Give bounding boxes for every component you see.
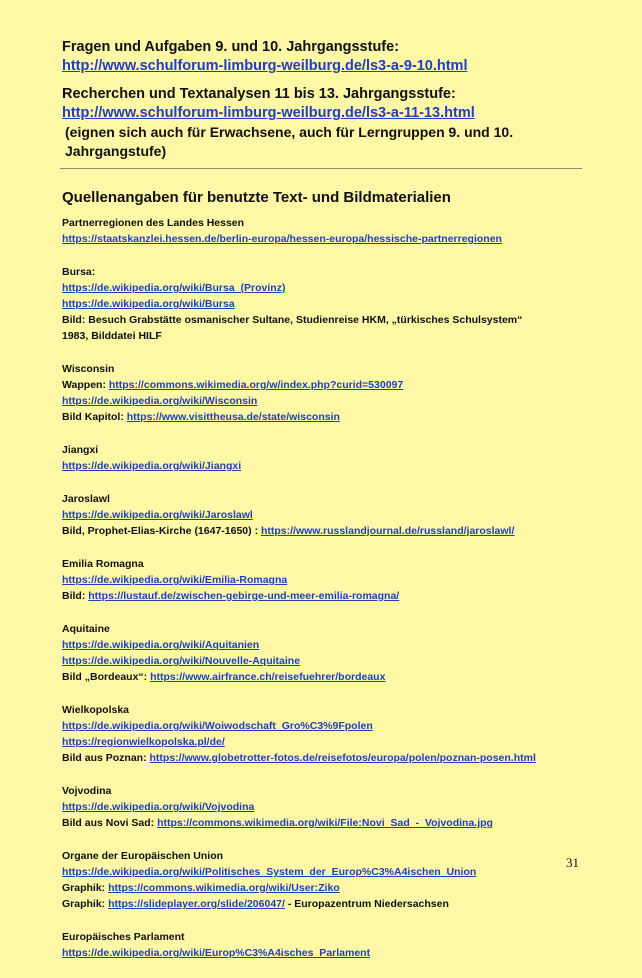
graphik-line: [62, 896, 602, 912]
bild-label: Bild Kapitol:: [62, 411, 127, 423]
source-link[interactable]: https://de.wikipedia.org/wiki/Bursa: [62, 298, 235, 310]
group-aquitaine: [62, 621, 602, 685]
divider: [60, 168, 582, 169]
graphik-line: [62, 880, 602, 896]
group-bursa: [62, 264, 602, 344]
heading-recherchen-11-13: Recherchen und Textanalysen 11 bis 13. Jahrgangsstufe:: [62, 86, 456, 102]
bild-link[interactable]: https://commons.wikimedia.org/wiki/File:Novi_Sad_-_Vojvodina.jpg: [157, 817, 493, 829]
group-title: Partnerregionen des Landes Hessen: [62, 217, 245, 229]
bild-line: [62, 669, 602, 685]
source-link[interactable]: https://de.wikipedia.org/wiki/Aquitanien: [62, 639, 260, 651]
bild-link[interactable]: https://lustauf.de/zwischen-gebirge-und-meer-emilia-romagna/: [88, 590, 400, 602]
group-title: Europäisches Parlament: [62, 931, 185, 943]
group-title: Wielkopolska: [62, 704, 130, 716]
graphik-label: Graphik:: [62, 898, 109, 910]
heading-aufgaben-9-10: Fragen und Aufgaben 9. und 10. Jahrgangsstufe:: [62, 39, 400, 55]
bild-label: Bild, Prophet-Elias-Kirche (1647-1650) :: [62, 525, 261, 537]
source-link[interactable]: https://de.wikipedia.org/wiki/Europ%C3%A4isches_Parlament: [62, 947, 371, 959]
group-title: Aquitaine: [62, 623, 110, 635]
group-title: Jaroslawl: [62, 493, 110, 505]
source-link[interactable]: https://staatskanzlei.hessen.de/berlin-europa/hessen-europa/hessische-partnerregionen: [62, 233, 502, 245]
group-emilia-romagna: [62, 556, 602, 604]
group-title: Emilia Romagna: [62, 558, 144, 570]
link-recherchen-11-13[interactable]: http://www.schulforum-limburg-weilburg.de/ls3-a-11-13.html: [62, 105, 475, 121]
page-number: 31: [566, 855, 579, 870]
group-title: Bursa:: [62, 266, 96, 278]
bild-line: [62, 815, 602, 831]
source-link[interactable]: https://de.wikipedia.org/wiki/Nouvelle-Aquitaine: [62, 655, 301, 667]
bild-line: [62, 750, 602, 766]
link-aufgaben-9-10[interactable]: http://www.schulforum-limburg-weilburg.de/ls3-a-9-10.html: [62, 58, 468, 74]
source-link[interactable]: https://regionwielkopolska.pl/de/: [62, 736, 225, 748]
source-link[interactable]: https://de.wikipedia.org/wiki/Bursa_(Provinz): [62, 282, 286, 294]
bild-line: [62, 523, 602, 539]
group-vojvodina: [62, 783, 602, 831]
wappen-label: Wappen:: [62, 379, 109, 391]
wappen-link[interactable]: https://commons.wikimedia.org/w/index.php?curid=530097: [108, 379, 404, 391]
source-link[interactable]: https://de.wikipedia.org/wiki/Vojvodina: [62, 801, 255, 813]
group-hessen: [62, 215, 602, 247]
sources-heading: Quellenangaben für benutzte Text- und Bildmaterialien: [62, 189, 451, 206]
group-title: Jiangxi: [62, 444, 99, 456]
bild-link[interactable]: https://www.globetrotter-fotos.de/reisefotos/europa/polen/poznan-posen.html: [149, 752, 536, 764]
source-link[interactable]: https://de.wikipedia.org/wiki/Wisconsin: [62, 395, 258, 407]
group-eu-organe: [62, 848, 602, 912]
bild-label: Bild aus Poznan:: [62, 752, 150, 764]
note-erwachsene: (eignen sich auch für Erwachsene, auch für Lerngruppen 9. und 10. Jahrgangstufe): [65, 124, 514, 159]
group-eu-parlament: [62, 929, 602, 961]
source-link[interactable]: https://de.wikipedia.org/wiki/Jiangxi: [62, 460, 242, 472]
top-section: [62, 38, 582, 161]
group-wisconsin: [62, 361, 602, 425]
source-link[interactable]: https://de.wikipedia.org/wiki/Woiwodschaft_Gro%C3%9Fpolen: [62, 720, 373, 732]
bild-link[interactable]: https://www.airfrance.ch/reisefuehrer/bordeaux: [150, 671, 386, 683]
source-link[interactable]: https://de.wikipedia.org/wiki/Emilia-Romagna: [62, 574, 288, 586]
bild-line: [62, 409, 602, 425]
bild-line: [62, 588, 602, 604]
bild-label: Bild „Bordeaux“:: [62, 671, 151, 683]
group-title: Vojvodina: [62, 785, 112, 797]
wappen-line: [62, 377, 602, 393]
sources-list: [62, 215, 602, 978]
graphik-label: Graphik:: [62, 882, 109, 894]
graphik-link[interactable]: https://commons.wikimedia.org/wiki/User:Ziko: [108, 882, 340, 894]
group-title: Wisconsin: [62, 363, 115, 375]
group-title: Organe der Europäischen Union: [62, 850, 224, 862]
group-jaroslawl: [62, 491, 602, 539]
bild-label: Bild aus Novi Sad:: [62, 817, 158, 829]
bild-text: Bild: Besuch Grabstätte osmanischer Sultane, Studienreise HKM, „türkisches Schulsystem“ 1983, Bilddatei HILF: [62, 314, 523, 342]
source-link[interactable]: https://de.wikipedia.org/wiki/Jaroslawl: [62, 509, 253, 521]
group-wielkopolska: [62, 702, 602, 766]
bild-label: Bild:: [62, 590, 89, 602]
bild-link[interactable]: https://www.russlandjournal.de/russland/jaroslawl/: [260, 525, 515, 537]
graphik-suffix: - Europazentrum Niedersachsen: [284, 898, 449, 910]
bild-link[interactable]: https://www.visittheusa.de/state/wisconsin: [126, 411, 340, 423]
group-jiangxi: [62, 442, 602, 474]
graphik-link[interactable]: https://slideplayer.org/slide/206047/: [108, 898, 285, 910]
source-link[interactable]: https://de.wikipedia.org/wiki/Politisches_System_der_Europ%C3%A4ischen_Union: [62, 866, 477, 878]
